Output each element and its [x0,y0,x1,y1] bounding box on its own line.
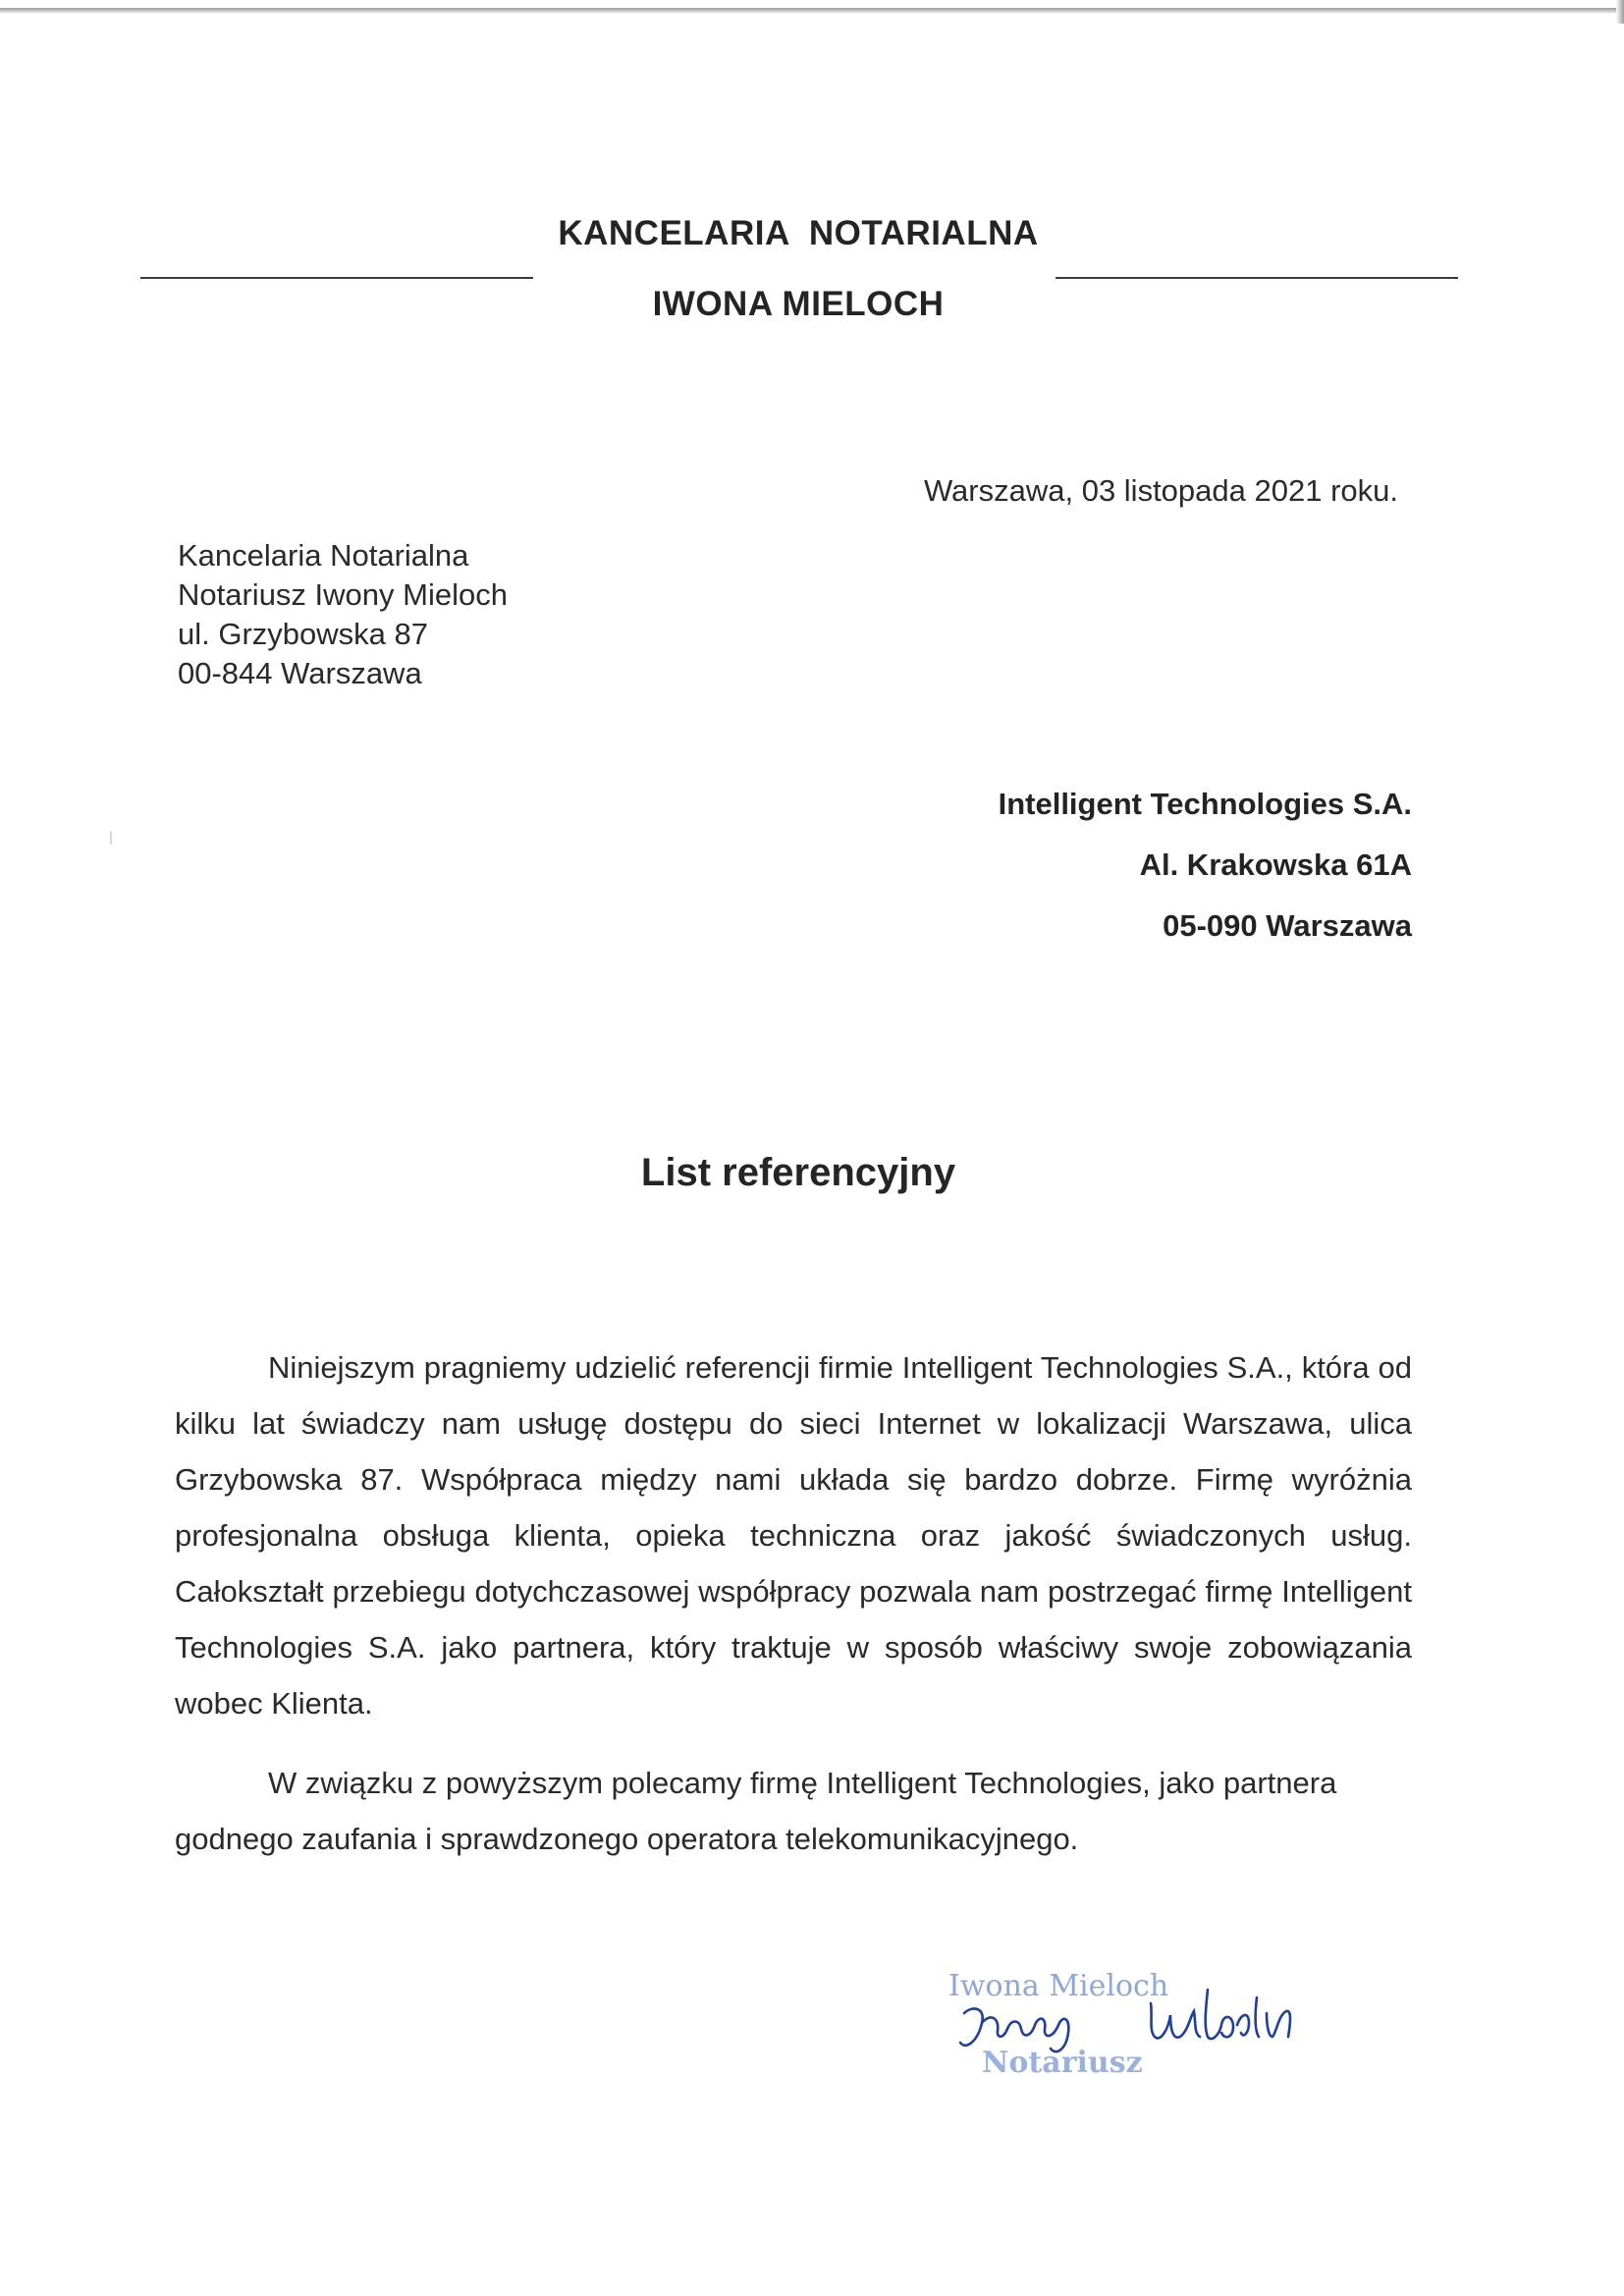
body-paragraph: W związku z powyższym polecamy firmę Intelligent Technologies, jako partnera godnego zaufania i sprawdzonego operatora telekomunikacyjnego. [175,1766,1337,1856]
scan-top-edge [0,8,1624,14]
signature-stroke-second [1151,1990,1290,2039]
recipient-address [999,774,1412,957]
recipient-line: Intelligent Technologies S.A. [998,787,1412,821]
sender-line: Notariusz Iwony Mieloch [178,577,508,612]
letterhead-rule-right [1056,277,1458,279]
stamp-role: Notariusz [982,2046,1143,2080]
scan-corner-shadow [1616,0,1624,24]
recipient-line: 05-090 Warszawa [1163,908,1412,943]
stamp-name: Iwona Mieloch [948,1969,1169,2003]
letterhead-name: IWONA MIELOCH [652,285,945,323]
notary-stamp-signature [943,1954,1335,2102]
scan-speck [110,831,112,845]
date-line: Warszawa, 03 listopada 2021 roku. [923,473,1398,508]
document-title: List referencyjny [640,1151,956,1194]
recipient-line: Al. Krakowska 61A [1139,847,1412,882]
sender-address [178,536,508,693]
letterhead-rule-left [140,277,533,279]
body-paragraph: Niniejszym pragniemy udzielić referencji firmie Intelligent Technologies S.A., która od kilku lat świadczy nam usługę dostępu do sieci Internet w lokalizacji Warszawa, ulica Grzybowska 87. Współpraca między nami układa się bardzo dobrze. Firmę wyróżnia profesjonalna obsługa klienta, opieka techniczna oraz jakość świadczonych usług. Całokształt przebiegu dotychczasowej współpracy pozwala nam postrzegać firmę Intelligent Technologies S.A. jako partnera, który traktuje w sposób właściwy swoje zobowiązania wobec Klienta. [175,1350,1412,1721]
letterhead-office: KANCELARIA NOTARIALNA [558,214,1039,252]
sender-line: 00-844 Warszawa [178,656,422,690]
sender-line: Kancelaria Notarialna [178,538,469,573]
sender-line: ul. Grzybowska 87 [178,617,428,651]
